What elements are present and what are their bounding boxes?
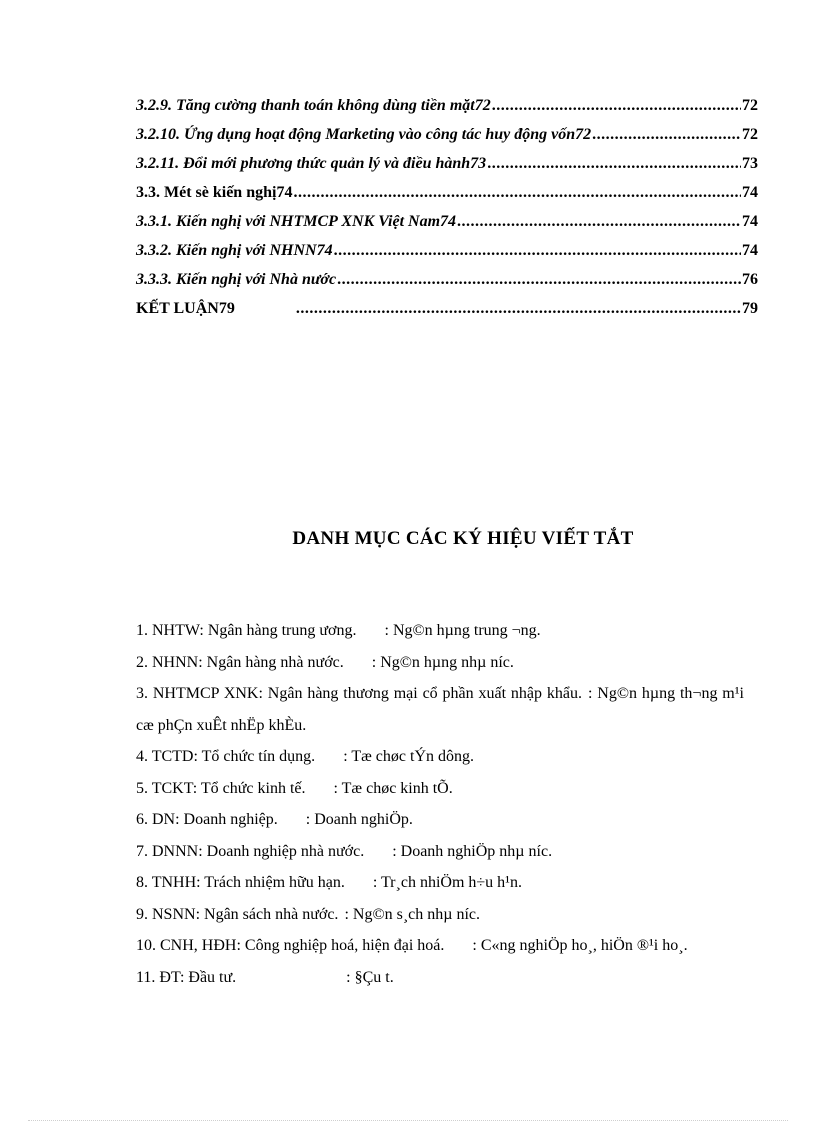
abbreviation-text: 7. DNNN: Doanh nghiệp nhà nước. (136, 842, 365, 860)
abbreviation-converted: : Ng©n s¸ch nhµ níc. (344, 905, 481, 923)
abbreviation-list (136, 615, 744, 993)
list-item (136, 647, 744, 679)
abbreviation-text: 10. CNH, HĐH: Công nghiệp hoá, hiện đại hoá. (136, 937, 445, 954)
toc-entry-page: 72 (742, 126, 758, 143)
abbreviation-text: 3. NHTMCP XNK: Ngân hàng thương mại cổ phần xuất nhập khẩu. (136, 685, 582, 702)
list-item (136, 930, 744, 962)
list-item (136, 836, 744, 868)
page-bottom-divider (28, 1120, 788, 1121)
toc-entry[interactable] (136, 271, 758, 300)
list-item (136, 741, 744, 773)
toc-leader-dots (334, 242, 741, 260)
toc-leader-dots (293, 184, 741, 202)
toc-entry-page: 76 (742, 271, 758, 288)
toc-entry-page: 74 (742, 242, 758, 259)
toc-entry-title: 3.2.11. Đổi mới phương thức quản lý và điều hành73 (136, 155, 487, 172)
toc-entry-title: 3.3.1. Kiến nghị với NHTMCP XNK Việt Nam74 (136, 213, 457, 230)
list-item (136, 678, 744, 741)
list-item (136, 867, 744, 899)
abbreviation-text: 1. NHTW: Ngân hàng trung ương. (136, 622, 357, 639)
abbreviation-converted: : Tr¸ch nhiÖm h÷u h¹n. (372, 874, 522, 891)
abbreviation-text: 9. NSNN: Ngân sách nhà nước. (136, 905, 339, 923)
toc-entry-title: 3.3.2. Kiến nghị với NHNN74 (136, 242, 333, 259)
toc-entry[interactable] (136, 97, 758, 126)
abbreviation-text: 4. TCTD: Tổ chức tín dụng. (136, 748, 316, 765)
abbreviation-converted: : Ng©n hµng trung ¬ng. (384, 622, 541, 639)
toc-entry[interactable] (136, 155, 758, 184)
toc-entry-title: KẾT LUẬN79 (136, 300, 235, 317)
toc-entry[interactable] (136, 184, 758, 213)
toc-entry-title: 3.2.10. Ứng dụng hoạt động Marketing vào công tác huy động vốn72 (136, 126, 592, 143)
list-item (136, 773, 744, 805)
abbreviation-text: 5. TCKT: Tổ chức kinh tế. (136, 779, 306, 797)
toc-leader-dots (296, 300, 741, 318)
toc-leader-dots (592, 126, 741, 144)
abbreviation-converted: : Ng©n hµng nhµ níc. (371, 653, 514, 671)
toc-entry[interactable] (136, 126, 758, 155)
toc-leader-dots (487, 155, 741, 173)
abbreviation-converted: : Doanh nghiÖp nhµ níc. (392, 842, 553, 860)
toc-leader-dots (492, 97, 741, 115)
toc-entry-title: 3.3. Mét sè kiến nghị74 (136, 184, 293, 201)
toc-entry-title: 3.2.9. Tăng cường thanh toán không dùng tiền mặt72 (136, 97, 491, 114)
toc-entry[interactable] (136, 213, 758, 242)
abbreviation-converted: : Tæ chøc tÝn dông. (343, 748, 474, 765)
abbreviation-converted: : Tæ chøc kinh tÕ. (333, 779, 453, 797)
toc-leader-dots (337, 271, 741, 289)
abbreviation-converted: : Ng©n hµng th¬ng m¹i cæ phÇn xuÊt nhËp khÈu. (136, 685, 744, 734)
abbreviation-text: 2. NHNN: Ngân hàng nhà nước. (136, 653, 344, 671)
table-of-contents (136, 97, 758, 329)
abbreviation-converted: : C«ng nghiÖp ho¸, hiÖn ®¹i ho¸. (472, 937, 688, 954)
abbreviation-text: 8. TNHH: Trách nhiệm hữu hạn. (136, 874, 345, 891)
toc-entry-title: 3.3.3. Kiến nghị với Nhà nước (136, 271, 337, 288)
list-item (136, 804, 744, 836)
toc-entry[interactable] (136, 300, 758, 329)
toc-leader-dots (457, 213, 741, 231)
page-title: DANH MỤC CÁC KÝ HIỆU VIẾT TẮT (292, 528, 634, 549)
list-item (136, 962, 744, 994)
toc-entry-page: 79 (742, 300, 758, 317)
list-item (136, 615, 744, 647)
toc-entry[interactable] (136, 242, 758, 271)
list-item (136, 899, 744, 931)
toc-entry-page: 74 (742, 213, 758, 230)
abbreviation-converted: : §Çu t. (346, 968, 394, 986)
abbreviation-text: 11. ĐT: Đầu tư. (136, 968, 237, 986)
toc-entry-page: 74 (742, 184, 758, 201)
toc-entry-page: 73 (742, 155, 758, 172)
abbreviation-text: 6. DN: Doanh nghiệp. (136, 811, 278, 828)
toc-entry-page: 72 (742, 97, 758, 114)
abbreviation-converted: : Doanh nghiÖp. (305, 811, 413, 828)
